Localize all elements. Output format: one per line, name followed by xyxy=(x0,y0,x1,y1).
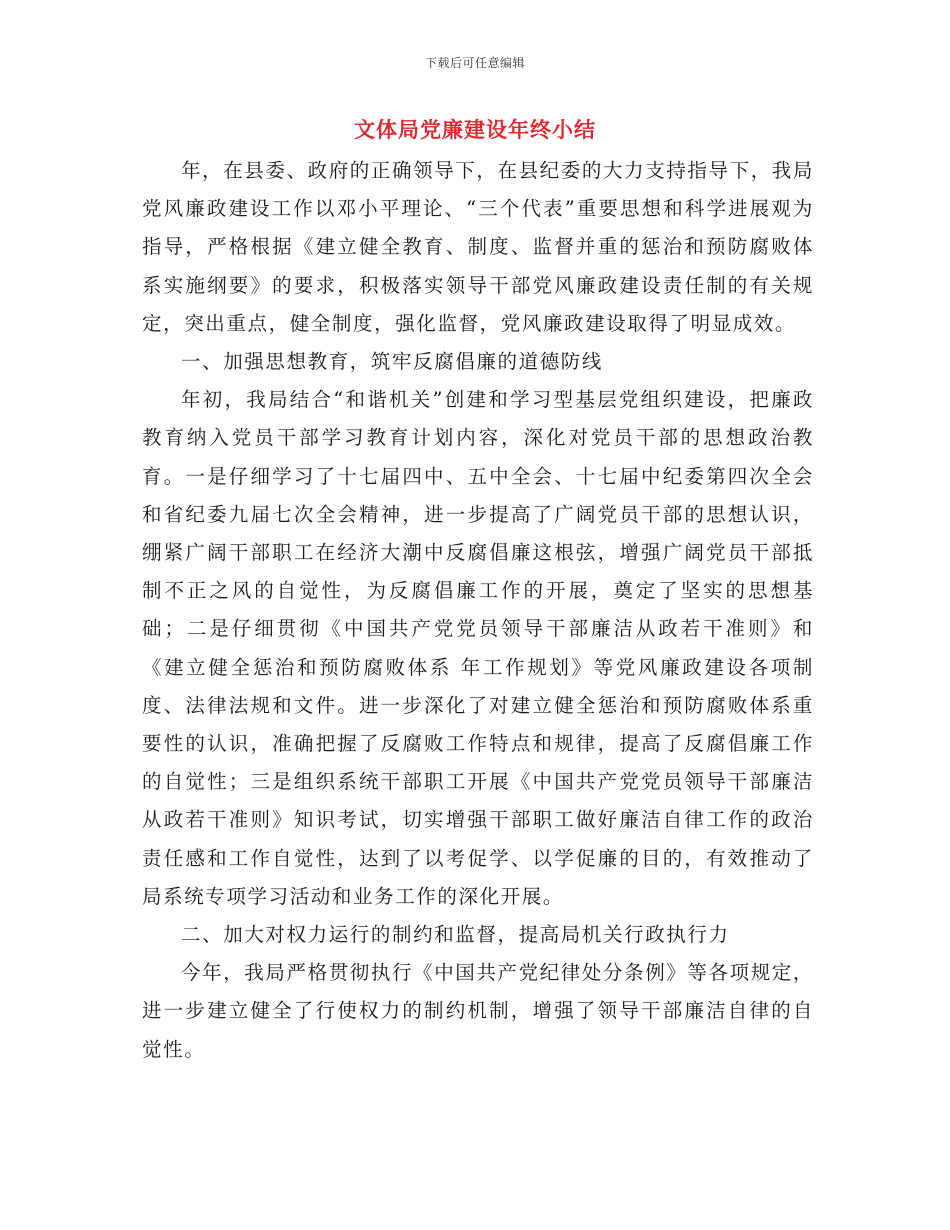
paragraph-section-2: 今年，我局严格贯彻执行《中国共产党纪律处分条例》等各项规定，进一步建立健全了行使权力的制约机制，增强了领导干部廉洁自律的自觉性。 xyxy=(142,961,815,1061)
header-note: 下载后可任意编辑 xyxy=(424,56,525,70)
paragraph-intro: 年，在县委、政府的正确领导下，在县纪委的大力支持指导下，我局党风廉政建设工作以邓小平理论、“三个代表”重要思想和科学进展观为指导，严格根据《建立健全教育、制度、监督并重的惩治和预防腐败体系实施纲要》的要求，积极落实领导干部党风廉政建设责任制的有关规定，突出重点，健全制度，强化监督，党风廉政建设取得了明显成效。 xyxy=(142,159,815,335)
section-heading-2: 二、加大对权力运行的制约和监督，提高局机关行政执行力 xyxy=(181,923,730,947)
paragraph-section-1: 年初，我局结合“和谐机关”创建和学习型基层党组织建设，把廉政教育纳入党员干部学习教育计划内容，深化对党员干部的思想政治教育。一是仔细学习了十七届四中、五中全会、十七届中纪委第四次全会和省纪委九届七次全会精神，进一步提高了广阔党员干部的思想认识，绷紧广阔干部职工在经济大潮中反腐倡廉这根弦，增强广阔党员干部抵制不正之风的自觉性，为反腐倡廉工作的开展，奠定了坚实的思想基础；二是仔细贯彻《中国共产党党员领导干部廉洁从政若干准则》和《建立健全惩治和预防腐败体系 年工作规划》等党风廉政建设各项制度、法律法规和文件。进一步深化了对建立健全惩治和预防腐败体系重要性的认识，准确把握了反腐败工作特点和规律，提高了反腐倡廉工作的自觉性；三是组织系统干部职工开展《中国共产党党员领导干部廉洁从政若干准则》知识考试，切实增强干部职工做好廉洁自律工作的政治责任感和工作自觉性，达到了以考促学、以学促廉的目的，有效推动了局系统专项学习活动和业务工作的深化开展。 xyxy=(142,388,814,908)
document-body xyxy=(142,152,814,1069)
section-heading-1: 一、加强思想教育，筑牢反腐倡廉的道德防线 xyxy=(181,350,604,374)
document-title: 文体局党廉建设年终小结 xyxy=(354,117,596,142)
